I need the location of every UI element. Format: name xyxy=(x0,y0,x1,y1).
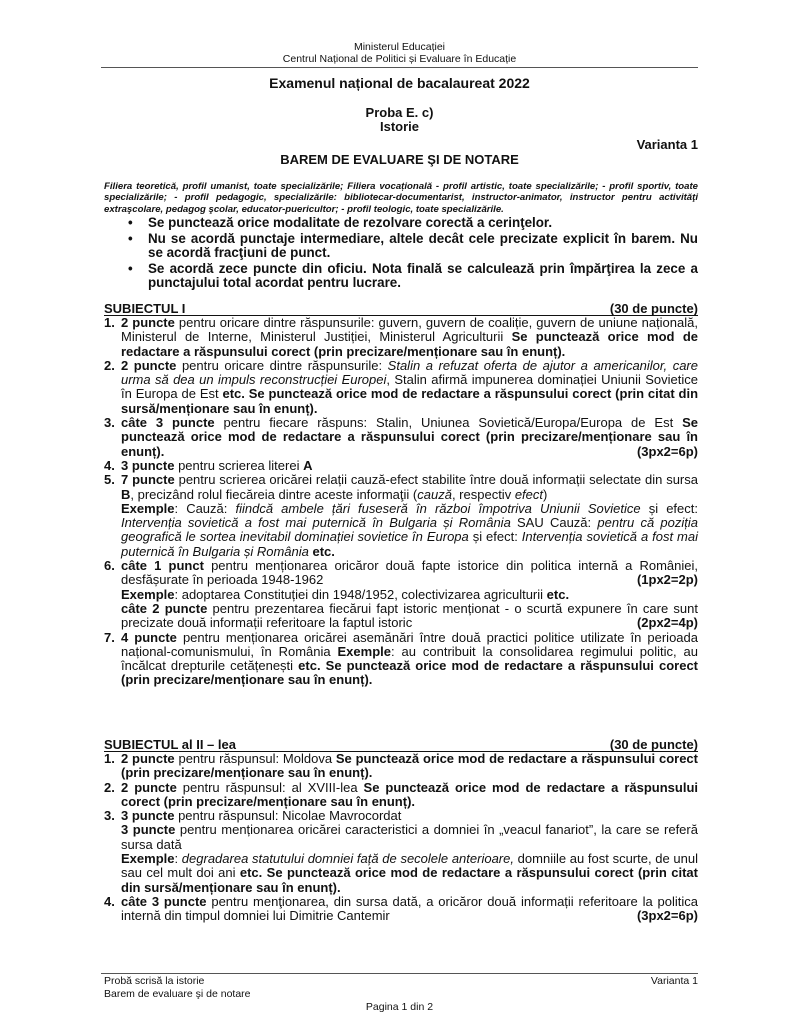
bullet-icon: • xyxy=(128,215,133,230)
subject-1-points: (30 de puncte) xyxy=(609,301,698,316)
subject-2-items xyxy=(104,752,698,924)
subject-1-items xyxy=(104,316,698,688)
list-item: 3. 3 puncte pentru răspunsul: Nicolae Mavrocordat 3 puncte pentru menționarea oricărei caracteristici a domniei în „veacul fanariot”, la care se referă sursa dată Exemple: degradarea statutului domniei față de secolele anterioare, domniile au fost scurte, de unul sau cel mult doi ani etc. Se punctează orice mod de redactare a răspunsului corect (prin citat din sursă/menționare sau în enunț). xyxy=(104,808,698,895)
list-item: 3. câte 3 puncte pentru fiecare răspuns: Stalin, Uniunea Sovietică/Europa/Europa de Est Se punctează orice mod de redactare a răspunsului corect (prin precizare/menționare sau în enunț). (3px2=6p) xyxy=(104,415,698,459)
list-item: 1. 2 puncte pentru oricare dintre răspunsurile: guvern, guvern de coaliție, guvern de uniune națională, Ministerul de Interne, Ministerul Justiției, Ministerul Agriculturii Se punctează orice mod de redactare a răspunsului corect (prin precizare/menționare sau în enunț). xyxy=(104,315,698,359)
list-item: 2. 2 puncte pentru oricare dintre răspunsurile: Stalin a refuzat oferta de ajutor a americanilor, care urma să dea un impuls reconstrucției Europei, Stalin afirmă impunerea dominației Uniunii Sovietice în Europa de Est etc. Se punctează orice mod de redactare a răspunsului corect (prin citat din sursă/menționare sau în enunț). xyxy=(104,357,699,416)
list-item: 1. 2 puncte pentru răspunsul: Moldova Se punctează orice mod de redactare a răspunsului corect (prin precizare/menționare sau în enunț). xyxy=(104,751,698,781)
examples: Exemple: degradarea statutului domniei față de secolele anterioare, domniile au fost scurte, de unul sau cel mult doi ani etc. Se punctează orice mod de redactare a răspunsului corect (prin citat din sursă/menționare sau în enunț). xyxy=(121,851,698,895)
list-item: 4. 3 puncte pentru scrierea literei A xyxy=(104,457,313,473)
footer-divider xyxy=(101,973,698,974)
bullet-icon: • xyxy=(128,230,133,246)
footer-doc-type: Barem de evaluare şi de notare xyxy=(104,988,251,1000)
subject-label: Istorie xyxy=(379,119,419,134)
general-rules xyxy=(128,216,698,292)
examples: Exemple: adoptarea Constituției din 1948/1952, colectivizarea agriculturii etc. xyxy=(121,586,570,602)
subject-2-section xyxy=(104,738,698,924)
probe-block xyxy=(101,106,698,134)
exam-title: Examenul național de bacalaureat 2022 xyxy=(269,75,530,91)
header-divider xyxy=(101,67,698,68)
list-item: 4. câte 3 puncte pentru menţionarea, din sursa dată, a oricăror două informații referitoare la politica internă din timpul domniei lui Dimitrie Cantemir (3px2=6p) xyxy=(104,893,698,924)
subject-1-title: SUBIECTUL I xyxy=(104,301,186,316)
list-item: 7. 4 puncte pentru menționarea oricărei asemănări între două practici politice utilizate în perioada național-comunismului, în România Exemple: au contribuit la consolidarea regimului politic, au încălcat drepturile cetățenești etc. Se punctează orice mod de redactare a răspunsului corect (prin precizare/menționare sau în enunț). xyxy=(104,629,698,688)
list-item: 2. 2 puncte pentru răspunsul: al XVIII-lea Se punctează orice mod de redactare a răspunsului corect (prin precizare/menționare sau în enunț). xyxy=(104,779,698,809)
bullet-icon: • xyxy=(128,260,133,276)
list-item: 5. 7 puncte pentru scrierea oricărei relații cauză-efect stabilite între două informații selectate din sursa B, precizând rolul fiecăreia dintre aceste informaţii (cauză, respectiv efect) Exemple: Cauză: fiindcă ambele țări fuseseră în război împotriva Uniunii Sovietice și efect: Intervenția sovietică a fost mai puternică în Bulgaria și România SAU Cauză: pentru că poziția geografică le sortea inevitabil dominației sovietice în Europa și efect: Intervenția sovietică a fost mai puternică în Bulgaria și România etc. xyxy=(104,472,698,559)
rule-item: • Se acordă zece puncte din oficiu. Nota finală se calculează prin împărţirea la zece a punctajului total acordat pentru lucrare. xyxy=(128,260,698,291)
subject-2-header xyxy=(104,738,698,752)
subject-1-section xyxy=(104,302,698,688)
probe-label: Proba E. c) xyxy=(365,105,434,120)
examples: Exemple: Cauză: fiindcă ambele țări fuseseră în război împotriva Uniunii Sovietice și efect: Intervenția sovietică a fost mai puternică în Bulgaria și România SAU Cauză: pentru că poziția geografică le sortea inevitabil dominației sovietice în Europa și efect: Intervenția sovietică a fost mai puternică în Bulgaria și România etc. xyxy=(121,500,698,559)
score-formula: (3px2=6p) xyxy=(636,443,698,459)
subject-1-header xyxy=(104,302,698,316)
score-formula: (1px2=2p) xyxy=(636,572,698,588)
footer-variant: Varianta 1 xyxy=(650,975,698,987)
score-formula: (2px2=4p) xyxy=(636,615,698,631)
subject-2-points: (30 de puncte) xyxy=(609,737,698,752)
center-name: Centrul Național de Politici și Evaluare în Educație xyxy=(282,53,517,65)
filiera-note: Filiera teoretică, profil umanist, toate specializările; Filiera vocațională - profil artistic, toate specializările; - profil sportiv, toate specializările; - profil pedagogic, specializările: bibliotecar-documentarist, instructor-animator, instructor pentru activităţi extraşcolare, pedagog şcolar, educator-puericultor; - profil teologic, toate specializările. xyxy=(104,181,698,215)
subject-2-title: SUBIECTUL al II – lea xyxy=(104,737,236,752)
score-formula: (3px2=6p) xyxy=(636,908,698,924)
variant-label: Varianta 1 xyxy=(636,137,698,152)
ministry-name: Ministerul Educației xyxy=(353,41,446,53)
document-title: BAREM DE EVALUARE ŞI DE NOTARE xyxy=(280,152,519,167)
rule-item: • Nu se acordă punctaje intermediare, altele decât cele precizate explicit în barem. Nu se acordă fracţiuni de punct. xyxy=(128,230,698,261)
rule-item: • Se punctează orice modalitate de rezolvare corectă a cerinţelor. xyxy=(128,215,553,230)
page-number: Pagina 1 din 2 xyxy=(365,1001,434,1013)
list-item: 6. câte 1 punct pentru menționarea oricăror două fapte istorice din politica internă a României, desfășurate în perioada 1948-1962 (1px2=2p) Exemple: adoptarea Constituției din 1948/1952, colectivizarea agriculturii etc. câte 2 puncte pentru prezentarea fiecărui fapt istoric menționat - o scurtă expunere în care sunt precizate două informații referitoare la faptul istoric (2px2=4p) xyxy=(104,558,698,631)
footer-exam-type: Probă scrisă la istorie xyxy=(104,975,205,987)
